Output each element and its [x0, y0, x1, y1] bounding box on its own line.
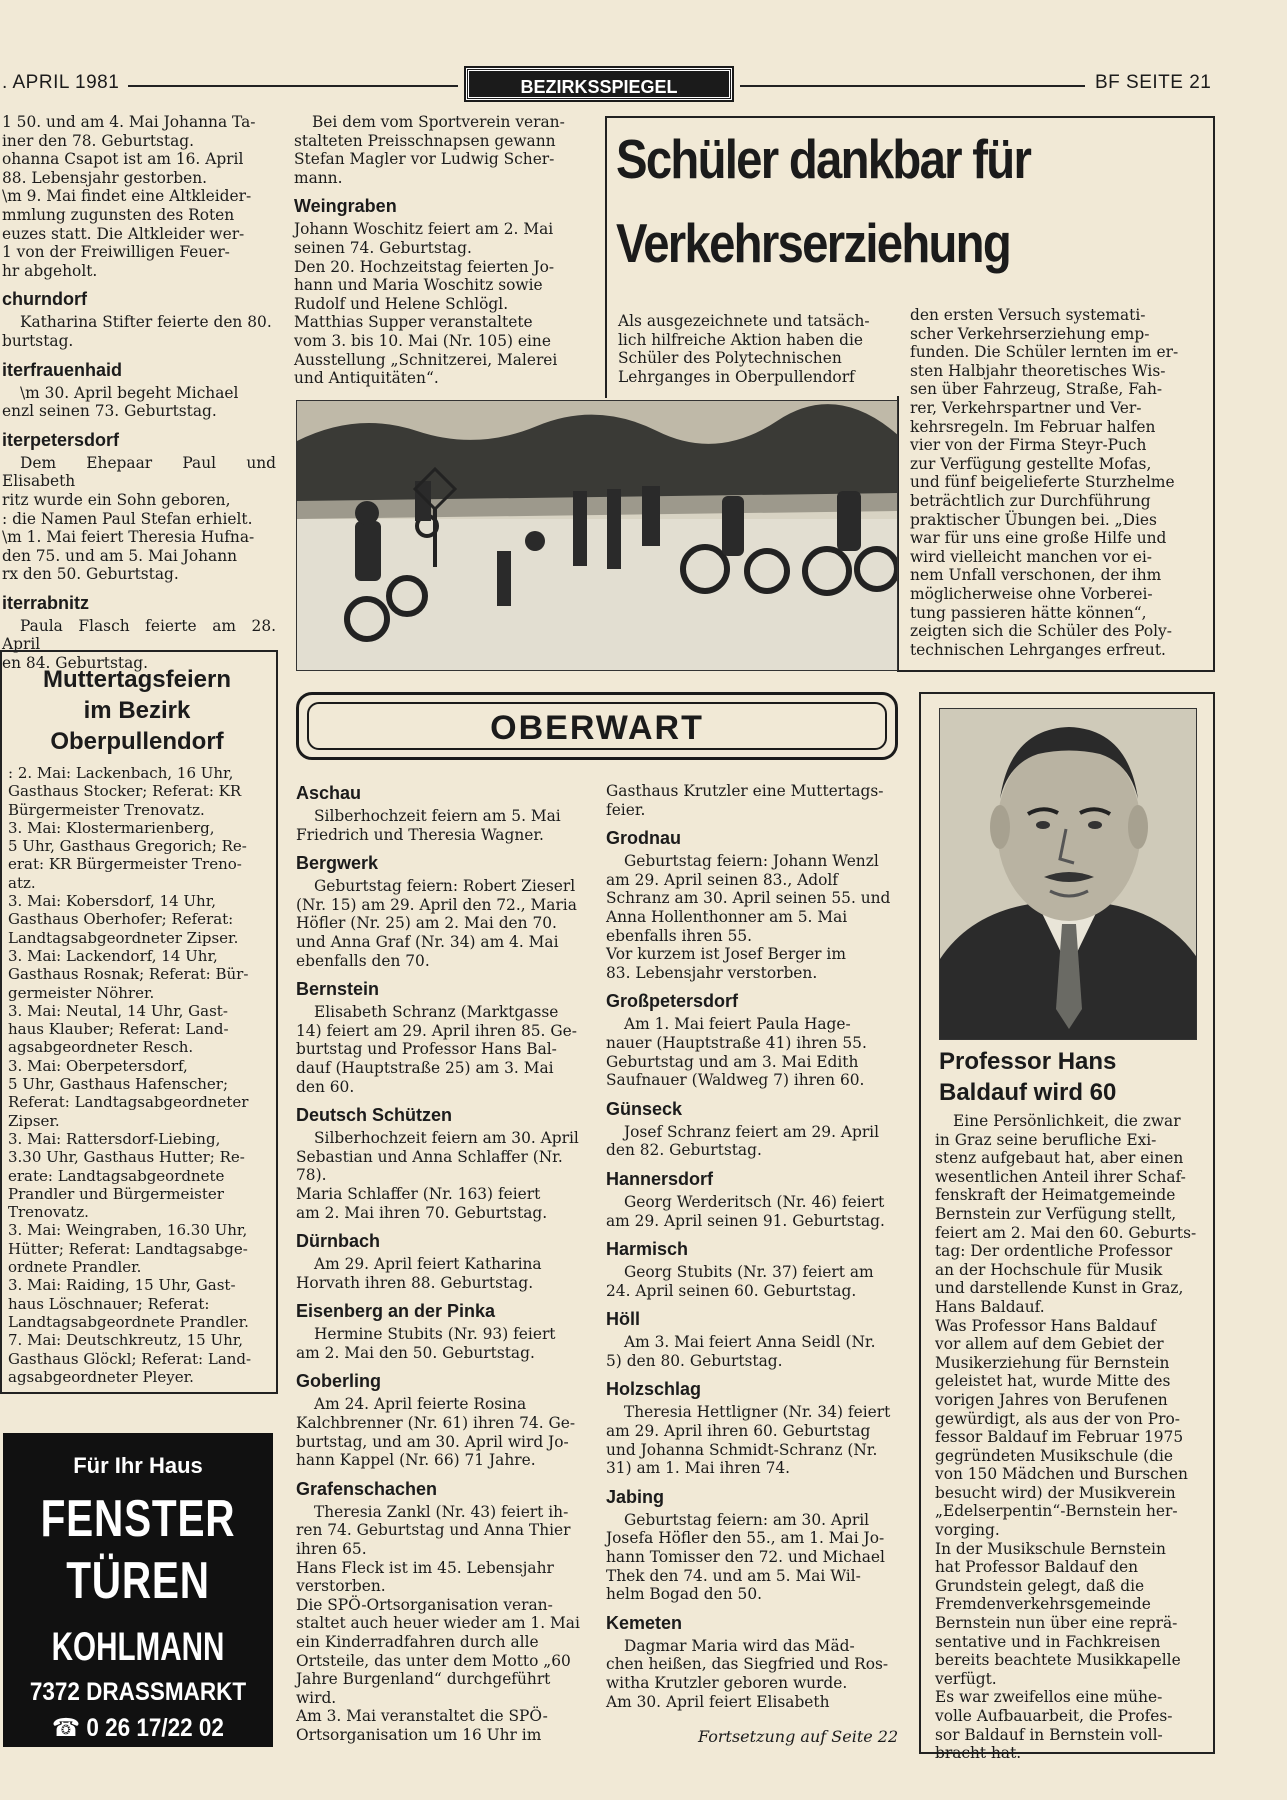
oberwart-left-line: Maria Schlaffer (Nr. 163) feiert — [296, 1184, 541, 1203]
oberwart-left-line: burtstag, und am 30. April wird Jo- — [296, 1432, 569, 1451]
muttertag-title-line: Muttertagsfeiern — [42, 666, 232, 693]
c2-line: Ausstellung „Schnitzerei, Malerei — [294, 350, 558, 369]
oberwart-right-line: Geburtstag feiern: am 30. April — [624, 1510, 870, 1529]
oberwart-right-line: den 82. Geburtstag. — [606, 1141, 762, 1160]
muttertag-line: agsabgeordneter Pleyer. — [8, 1367, 194, 1386]
article-a-line: Lehrganges in Oberpullendorf — [618, 367, 855, 386]
muttertag-line: : 2. Mai: Lackenbach, 16 Uhr, — [8, 764, 234, 782]
c2-line: stalteten Preisschnapsen gewann — [294, 131, 556, 150]
baldauf-line: Musikerziehung für Bernstein — [935, 1353, 1170, 1372]
oberwart-right-line: Theresia Hettligner (Nr. 34) feiert — [624, 1403, 891, 1422]
oberwart-left-line: Ortsorganisation um 16 Uhr im — [296, 1725, 542, 1744]
muttertag-box — [0, 650, 278, 1394]
col1-line: 1 50. und am 4. Mai Johanna Ta- — [2, 113, 256, 131]
oberwart-left-section-title: Bergwerk — [296, 853, 379, 874]
baldauf-line: fenskraft der Heimatgemeinde — [935, 1186, 1176, 1205]
muttertag-line: 3. Mai: Klostermarienberg, — [8, 818, 215, 837]
oberwart-right-section-body — [606, 1511, 900, 1604]
col1-line: en 84. Geburtstag. — [2, 654, 148, 673]
oberwart-right-line: 83. Lebensjahr verstorben. — [606, 963, 818, 982]
baldauf-title-line: Professor Hans — [939, 1048, 1117, 1075]
baldauf-line: Was Professor Hans Baldauf — [935, 1316, 1156, 1335]
baldauf-line: stenz aufgebaut hat, aber einen — [935, 1149, 1184, 1168]
baldauf-line: Eine Persönlichkeit, die zwar — [953, 1112, 1181, 1130]
col1-section-body — [2, 454, 276, 584]
oberwart-right-line: Dagmar Maria wird das Mäd- — [624, 1636, 855, 1655]
muttertag-line: haus Löschnauer; Referat: — [8, 1294, 210, 1313]
oberwart-right-section-title: Hannersdorf — [606, 1168, 714, 1189]
col1-line: \m 1. Mai feiert Theresia Hufna- — [2, 528, 255, 547]
muttertag-line: 3. Mai: Rattersdorf-Liebing, — [8, 1129, 221, 1148]
baldauf-line: tag: Der ordentliche Professor — [935, 1242, 1173, 1261]
col1-line: mmlung zugunsten des Roten — [2, 205, 235, 224]
c2-line: mann. — [294, 168, 343, 187]
baldauf-line: sentative und in Fachkreisen — [935, 1632, 1161, 1651]
oberwart-left-section-title: Dürnbach — [296, 1231, 381, 1252]
oberwart-right-line: ebenfalls ihren 55. — [606, 926, 753, 945]
advertisement-kohlmann — [3, 1433, 273, 1747]
oberwart-left-column — [296, 782, 590, 1745]
oberwart-left-line: 78). — [296, 1166, 327, 1185]
oberwart-right-line: Vor kurzem ist Josef Berger im — [606, 945, 846, 964]
oberwart-right-line: Saufnauer (Waldweg 7) ihren 60. — [606, 1071, 865, 1090]
section-title-weingraben: Weingraben — [294, 196, 397, 217]
oberwart-left-line: am 2. Mai ihren 70. Geburtstag. — [296, 1203, 548, 1222]
muttertag-line: 3. Mai: Weingraben, 16.30 Uhr, — [8, 1221, 248, 1240]
oberwart-left-section-body — [296, 1325, 590, 1362]
baldauf-portrait — [939, 708, 1197, 1040]
baldauf-line: wesentlichen Anteil ihrer Schaf- — [935, 1167, 1186, 1186]
oberwart-right-section-body — [606, 1193, 900, 1230]
baldauf-line: Grundstein gelegt, daß die — [935, 1576, 1145, 1595]
oberwart-right-line: 24. April seinen 60. Geburtstag. — [606, 1281, 857, 1300]
ad-tueren: TÜREN — [66, 1552, 210, 1610]
col1-line: ohanna Csapot ist am 16. April — [2, 150, 244, 169]
oberwart-right-line: Anna Hollenthonner am 5. Mai — [606, 907, 848, 926]
oberwart-right-line: nauer (Hauptstraße 41) ihren 55. — [606, 1033, 867, 1052]
baldauf-line: Bernstein zur Verfügung stellt, — [935, 1204, 1177, 1223]
oberwart-right-section-title: Grodnau — [606, 828, 681, 849]
baldauf-text — [935, 1112, 1203, 1763]
c2-line: hann und Maria Woschitz sowie — [294, 276, 543, 295]
c2-weingraben — [294, 220, 588, 387]
oberwart-title: OBERWART — [307, 702, 887, 750]
oberwart-left-line: 14) feiert am 29. April ihren 85. Ge- — [296, 1021, 577, 1040]
oberwart-right-line: helm Bogad den 50. — [606, 1585, 763, 1604]
article-b-line: den ersten Versuch systemati- — [910, 306, 1146, 324]
baldauf-line: Bernstein nun über eine reprä- — [935, 1614, 1178, 1633]
article-a-line: Schüler des Polytechnischen — [618, 349, 842, 368]
oberwart-left-line: Elisabeth Schranz (Marktgasse — [314, 1003, 559, 1022]
moped-training-photo — [296, 400, 898, 671]
column-1 — [2, 113, 276, 673]
oberwart-right-line: Schranz am 30. April seinen 55. und — [606, 889, 891, 908]
article-b-line: beträchtlich zur Durchführung — [910, 491, 1151, 510]
baldauf-line: und darstellende Kunst in Graz, — [935, 1279, 1184, 1298]
oberwart-right-column — [606, 782, 900, 1711]
section-kicker: BEZIRKSSPIEGEL — [466, 68, 732, 100]
muttertag-line: Prandler und Bürgermeister — [8, 1184, 224, 1203]
muttertag-line: 3. Mai: Raiding, 15 Uhr, Gast- — [8, 1276, 236, 1295]
article-a-line: Als ausgezeichnete und tatsäch- — [618, 312, 870, 330]
col1-line: Katharina Stifter feierte den 80. — [20, 313, 272, 332]
oberwart-left-line: am 2. Mai den 50. Geburtstag. — [296, 1343, 535, 1362]
baldauf-line: vor allem auf dem Gebiet der — [935, 1335, 1164, 1354]
oberwart-left-line: hann Kappel (Nr. 66) 71 Jahre. — [296, 1451, 536, 1470]
oberwart-left-line: verstorben. — [296, 1577, 386, 1596]
oberwart-right-section-body — [606, 1263, 900, 1300]
baldauf-line: Fremdenverkehrsgemeinde — [935, 1595, 1151, 1614]
baldauf-line: geleistet hat, wurde Mitte des — [935, 1372, 1171, 1391]
col1-line: den 75. und am 5. Mai Johann — [2, 546, 238, 565]
col1-line: hr abgeholt. — [2, 261, 98, 280]
baldauf-title-line: Baldauf wird 60 — [939, 1079, 1117, 1106]
oberwart-left-section-body — [296, 1003, 590, 1096]
oberwart-left-section-body — [296, 877, 590, 970]
oberwart-left-line: Am 3. Mai veranstaltet die SPÖ- — [296, 1707, 548, 1726]
baldauf-line: In der Musikschule Bernstein — [935, 1539, 1166, 1558]
baldauf-line: an der Hochschule für Musik — [935, 1260, 1163, 1279]
muttertag-line: Gasthaus Stocker; Referat: KR — [8, 782, 242, 801]
oberwart-right-line: chen heißen, das Siegfried und Ros- — [606, 1655, 889, 1674]
oberwart-left-line: Am 29. April feiert Katharina — [314, 1255, 542, 1274]
col1-section-title: iterpetersdorf — [2, 429, 120, 450]
baldauf-line: fessor Baldauf im Februar 1975 — [935, 1428, 1184, 1447]
oberwart-left-line: Hermine Stubits (Nr. 93) feiert — [314, 1325, 556, 1344]
oberwart-right-line: Am 30. April feiert Elisabeth — [606, 1692, 830, 1711]
baldauf-line: verfügt. — [935, 1669, 997, 1688]
muttertag-line: Referat: Landtagsabgeordneter — [8, 1093, 249, 1112]
col1-sections — [2, 288, 276, 672]
oberwart-left-section-title: Deutsch Schützen — [296, 1105, 453, 1126]
oberwart-right-line: am 29. April seinen 83., Adolf — [606, 870, 838, 889]
muttertag-line: Landtagsabgeordnete Prandler. — [8, 1312, 249, 1331]
oberwart-left-line: Horvath ihren 88. Geburtstag. — [296, 1273, 534, 1292]
oberwart-left-line: Jahre Burgenland“ durchgeführt — [296, 1670, 551, 1689]
article-b-line: sen über Fahrzeug, Straße, Fah- — [910, 380, 1163, 399]
oberwart-left-line: (Nr. 15) am 29. April den 72., Maria — [296, 895, 577, 914]
article-b-line: tung passieren hätte können“, — [910, 603, 1147, 622]
oberwart-left-line: Die SPÖ-Ortsorganisation veran- — [296, 1595, 553, 1614]
muttertag-line: agsabgeordneter Resch. — [8, 1038, 194, 1057]
ad-company: KOHLMANN — [51, 1625, 225, 1669]
oberwart-right-line: hann Tomisser den 72. und Michael — [606, 1548, 885, 1567]
header-rule-left — [128, 85, 458, 87]
col1-section-body — [2, 384, 276, 421]
baldauf-line: Es war zweifellos eine mühe- — [935, 1688, 1163, 1707]
oberwart-right-section-body — [606, 1333, 900, 1370]
oberwart-right-line: am 29. April seinen 91. Geburtstag. — [606, 1211, 885, 1230]
oberwart-left-line: Kalchbrenner (Nr. 61) ihren 74. Ge- — [296, 1414, 576, 1433]
baldauf-line: von 150 Mädchen und Burschen — [935, 1465, 1188, 1484]
oberwart-left-section-title: Bernstein — [296, 979, 380, 1000]
ad-line-1: Für Ihr Haus — [73, 1453, 203, 1478]
oberwart-right-line: witha Krutzler geboren wurde. — [606, 1674, 848, 1692]
oberwart-left-line: ihren 65. — [296, 1540, 367, 1559]
muttertag-line: 3. Mai: Lackendorf, 14 Uhr, — [8, 946, 218, 965]
col1-line: ritz wurde ein Sohn geboren, — [2, 490, 231, 509]
article-b-line: praktischer Übungen bei. „Dies — [910, 510, 1157, 529]
muttertag-line: 7. Mai: Deutschkreutz, 15 Uhr, — [8, 1331, 244, 1350]
oberwart-right-section-title: Höll — [606, 1309, 640, 1330]
muttertag-line: 3.30 Uhr, Gasthaus Hutter; Re- — [8, 1148, 245, 1167]
article-b-line: technischen Lehrganges erfreut. — [910, 640, 1166, 659]
article-b-line: zur Verfügung gestellte Mofas, — [910, 454, 1152, 473]
c2-intro — [294, 113, 588, 187]
oberwart-right-line: feier. — [606, 800, 646, 819]
oberwart-left-line: Silberhochzeit feiern am 30. April — [314, 1129, 579, 1148]
article-b-line: funden. Die Schüler lernten im er- — [910, 343, 1179, 362]
oberwart-right-line: Geburtstag feiern: Johann Wenzl — [624, 852, 879, 871]
article-b-line: war für uns eine große Hilfe und — [910, 529, 1167, 548]
oberwart-banner — [296, 692, 898, 760]
oberwart-right-section-body — [606, 1403, 900, 1477]
muttertag-line: 3. Mai: Oberpetersdorf, — [8, 1056, 188, 1075]
muttertag-line: atz. — [8, 873, 36, 892]
oberwart-right-line: Geburtstag und am 3. Mai Edith — [606, 1052, 859, 1071]
oberwart-right-section-body — [606, 852, 900, 982]
oberwart-right-line: am 29. April ihren 60. Geburtstag — [606, 1422, 871, 1441]
oberwart-left-line: Theresia Zankl (Nr. 43) feiert ih- — [314, 1502, 569, 1521]
oberwart-left-line: Silberhochzeit feiern am 5. Mai — [314, 807, 561, 825]
oberwart-right-line: Josefa Höfler den 55., am 1. Mai Jo- — [606, 1529, 885, 1548]
muttertag-line: 5 Uhr, Gasthaus Gregorich; Re- — [8, 837, 247, 856]
baldauf-line: besucht wird) der Musikverein — [935, 1483, 1176, 1502]
c2-line: Stefan Magler vor Ludwig Scher- — [294, 150, 555, 169]
oberwart-left-section-body — [296, 1129, 590, 1222]
article-b-line: vier von der Firma Steyr-Puch — [910, 436, 1147, 455]
oberwart-right-section-title: Günseck — [606, 1098, 683, 1119]
col1-line: \m 30. April begeht Michael — [20, 383, 239, 402]
portrait-illustration — [940, 709, 1197, 1040]
oberwart-left-section-body — [296, 1503, 590, 1745]
oberwart-right-line: Am 3. Mai feiert Anna Seidl (Nr. — [624, 1333, 876, 1352]
baldauf-box — [919, 692, 1215, 1763]
oberwart-left-line: Sebastian und Anna Schlaffer (Nr. — [296, 1147, 563, 1166]
oberwart-left-section-title: Aschau — [296, 783, 362, 803]
muttertag-line: Zipser. — [8, 1111, 60, 1130]
oberwart-right-line: Georg Werderitsch (Nr. 46) feiert — [624, 1192, 885, 1211]
baldauf-line: gewürdigt, als aus der von Pro- — [935, 1409, 1180, 1428]
ad-address: 7372 DRASSMARKT — [29, 1678, 247, 1706]
baldauf-line: vorigen Jahres von Berufenen — [935, 1390, 1168, 1409]
oberwart-right-section-title: Harmisch — [606, 1239, 689, 1260]
oberwart-left-section-title: Grafenschachen — [296, 1478, 438, 1499]
baldauf-line: sor Baldauf in Bernstein voll- — [935, 1725, 1163, 1744]
issue-date: . APRIL 1981 — [2, 72, 120, 93]
column-2-top — [294, 113, 588, 388]
muttertag-title-line: Oberpullendorf — [50, 728, 224, 755]
c2-line: Matthias Supper veranstaltete — [294, 313, 533, 332]
oberwart-left-section-body — [296, 807, 590, 844]
col1-line: burtstag. — [2, 331, 74, 350]
muttertag-line: germeister Nöhrer. — [8, 983, 155, 1002]
oberwart-right-line: Georg Stubits (Nr. 37) feiert am — [624, 1263, 874, 1282]
baldauf-line: bracht hat. — [935, 1744, 1022, 1763]
oberwart-right-line: Gasthaus Krutzler eine Muttertags- — [606, 782, 884, 800]
col1-line: euzes statt. Die Altkleider wer- — [2, 224, 245, 243]
muttertag-line: erat: KR Bürgermeister Treno- — [8, 855, 242, 874]
oberwart-right-section-body — [606, 1123, 900, 1160]
article-b-line: zeigten sich die Schüler des Poly- — [910, 622, 1172, 641]
oberwart-left-line: ren 74. Geburtstag und Anna Thier — [296, 1521, 571, 1540]
oberwart-right-section-title: Kemeten — [606, 1612, 683, 1633]
moped-photo-illustration — [297, 401, 898, 671]
article-b-line: und fünf beigelieferte Sturzhelme — [910, 473, 1175, 492]
col1-section-body — [2, 313, 276, 350]
oberwart-right-line: Josef Schranz feiert am 29. April — [624, 1122, 880, 1141]
muttertag-line: 5 Uhr, Gasthaus Hafenscher; — [8, 1075, 229, 1094]
oberwart-right-section-title: Holzschlag — [606, 1379, 702, 1400]
article-b-line: möglicherweise ohne Vorberei- — [910, 584, 1153, 603]
baldauf-line: gegründeten Musikschule (die — [935, 1446, 1174, 1465]
oberwart-left-line: den 60. — [296, 1077, 355, 1096]
oberwart-left-section-body — [296, 1395, 590, 1469]
oberwart-right-section-body — [606, 1637, 900, 1711]
muttertag-title — [12, 664, 262, 757]
oberwart-left-line: Ortsteile, das unter dem Motto „60 — [296, 1651, 571, 1670]
baldauf-title — [939, 1046, 1205, 1108]
muttertag-line: haus Klauber; Referat: Land- — [8, 1020, 229, 1039]
baldauf-line: bereits beachtete Musikkapelle — [935, 1651, 1181, 1670]
oberwart-left-line: Geburtstag feiern: Robert Zieserl — [314, 877, 576, 896]
muttertag-line: 3. Mai: Neutal, 14 Uhr, Gast- — [8, 1001, 228, 1020]
c2-line: Rudolf und Helene Schlögl. — [294, 294, 509, 313]
muttertag-title-line: im Bezirk — [83, 697, 191, 724]
baldauf-line: hat Professor Baldauf den — [935, 1558, 1139, 1577]
article-b-line: sten Halbjahr theoretisches Wis- — [910, 361, 1166, 380]
c2-line: vom 3. bis 10. Mai (Nr. 105) eine — [294, 331, 551, 350]
oberwart-left-line: Hans Fleck ist im 45. Lebensjahr — [296, 1558, 554, 1577]
oberwart-right-line: und Johanna Schmidt-Schranz (Nr. — [606, 1440, 878, 1459]
col1-line: Paula Flasch feierte am 28. April — [2, 616, 276, 654]
c2-line: und Antiquitäten“. — [294, 369, 439, 388]
oberwart-left-section-title: Goberling — [296, 1371, 381, 1392]
oberwart-left-line: und Anna Graf (Nr. 34) am 4. Mai — [296, 932, 559, 951]
muttertag-line: Trenovatz. — [8, 1203, 89, 1222]
baldauf-line: volle Aufbauarbeit, die Profes- — [935, 1707, 1173, 1725]
baldauf-line: vorging. — [935, 1521, 1000, 1540]
article-column-b — [910, 306, 1208, 659]
col1-line: 1 von der Freiwilligen Feuer- — [2, 243, 230, 262]
page-number: BF SEITE 21 — [1095, 72, 1212, 93]
article-headline-2: Verkehrserziehung — [616, 212, 1011, 274]
col1-line: \m 9. Mai findet eine Altkleider- — [2, 187, 252, 206]
article-b-line: wird vielleicht manchen vor ei- — [910, 547, 1152, 566]
muttertag-list — [8, 764, 266, 1386]
oberwart-left-line: ebenfalls den 70. — [296, 951, 430, 970]
oberwart-left-section-body — [296, 1255, 590, 1292]
ow-right-sections — [606, 827, 900, 1711]
muttertag-line: Gasthaus Oberhofer; Referat: — [8, 910, 234, 929]
oberwart-left-section-title: Eisenberg an der Pinka — [296, 1301, 496, 1322]
article-b-line: nem Unfall verschonen, der ihm — [910, 566, 1162, 585]
oberwart-left-line: dauf (Hauptstraße 25) am 3. Mai — [296, 1058, 554, 1077]
ad-fenster: FENSTER — [40, 1490, 236, 1548]
header-rule-right — [740, 85, 1085, 87]
oberwart-left-line: Friedrich und Theresia Wagner. — [296, 825, 544, 844]
col1-section-title: churndorf — [2, 289, 87, 310]
oberwart-right-section-body — [606, 1015, 900, 1089]
baldauf-line: Hans Baldauf. — [935, 1297, 1045, 1316]
muttertag-line: ordnete Prandler. — [8, 1258, 142, 1277]
oberwart-right-section-title: Jabing — [606, 1486, 665, 1507]
article-headline-1: Schüler dankbar für — [616, 128, 1031, 190]
oberwart-right-line: 31) am 1. Mai ihren 74. — [606, 1459, 791, 1478]
muttertag-line: Bürgermeister Trenovatz. — [8, 800, 205, 819]
baldauf-line: feiert am 2. Mai den 60. Geburts- — [935, 1223, 1197, 1242]
col1-section-title: iterfrauenhaid — [2, 359, 123, 380]
oberwart-left-line: burtstag und Professor Hans Bal- — [296, 1040, 557, 1059]
c2-line: seinen 74. Geburtstag. — [294, 238, 472, 257]
article-b-line: rer, Verkehrspartner und Ver- — [910, 398, 1142, 417]
article-a-line: lich hilfreiche Aktion haben die — [618, 330, 863, 349]
oberwart-left-line: staltet auch heuer wieder am 1. Mai — [296, 1614, 580, 1633]
muttertag-line: Gasthaus Glöckl; Referat: Land- — [8, 1349, 252, 1368]
oberwart-right-line: 5) den 80. Geburtstag. — [606, 1351, 783, 1370]
col1-line: 88. Lebensjahr gestorben. — [2, 168, 208, 187]
article-column-a — [618, 312, 896, 386]
oberwart-right-line: Thek den 74. und am 5. Mai Wil- — [606, 1566, 861, 1585]
muttertag-line: Gasthaus Rosnak; Referat: Bür- — [8, 965, 249, 984]
oberwart-right-line: Am 1. Mai feiert Paula Hage- — [624, 1015, 851, 1034]
oberwart-right-section-title: Großpetersdorf — [606, 991, 739, 1012]
col1-line: : die Namen Paul Stefan erhielt. — [2, 509, 253, 528]
article-b-line: kehrsregeln. Im Februar halfen — [910, 417, 1156, 436]
ow-right-intro — [606, 782, 900, 819]
col1-intro — [2, 113, 276, 280]
ad-phone: ☎ 0 26 17/22 02 — [52, 1714, 224, 1742]
muttertag-line: Landtagsabgeordneter Zipser. — [8, 928, 239, 947]
article-b-line: scher Verkehrserziehung emp- — [910, 324, 1150, 343]
col1-line: Dem Ehepaar Paul und Elisabeth — [2, 453, 276, 491]
col1-section-title: iterrabnitz — [2, 592, 90, 613]
muttertag-line: Hütter; Referat: Landtagsabge- — [8, 1239, 248, 1258]
baldauf-line: „Edelserpentin“-Bernstein her- — [935, 1502, 1178, 1521]
muttertag-line: 3. Mai: Kobersdorf, 14 Uhr, — [8, 892, 216, 911]
oberwart-left-line: wird. — [296, 1688, 337, 1707]
oberwart-left-line: Am 24. April feierte Rosina — [314, 1395, 527, 1414]
oberwart-left-line: ein Kinderradfahren durch alle — [296, 1633, 539, 1651]
baldauf-line: in Graz seine berufliche Exi- — [935, 1130, 1157, 1149]
continuation-note: Fortsetzung auf Seite 22 — [698, 1727, 899, 1746]
c2-line: Bei dem vom Sportverein veran- — [312, 113, 565, 131]
col1-line: rx den 50. Geburtstag. — [2, 565, 179, 584]
muttertag-line: erate: Landtagsabgeordnete — [8, 1166, 225, 1185]
oberwart-left-line: Höfler (Nr. 25) am 2. Mai den 70. — [296, 914, 557, 933]
c2-line: Johann Woschitz feiert am 2. Mai — [294, 220, 554, 239]
c2-line: Den 20. Hochzeitstag feierten Jo- — [294, 257, 555, 276]
col1-line: iner den 78. Geburtstag. — [2, 131, 195, 150]
col1-line: enzl seinen 73. Geburtstag. — [2, 402, 217, 421]
